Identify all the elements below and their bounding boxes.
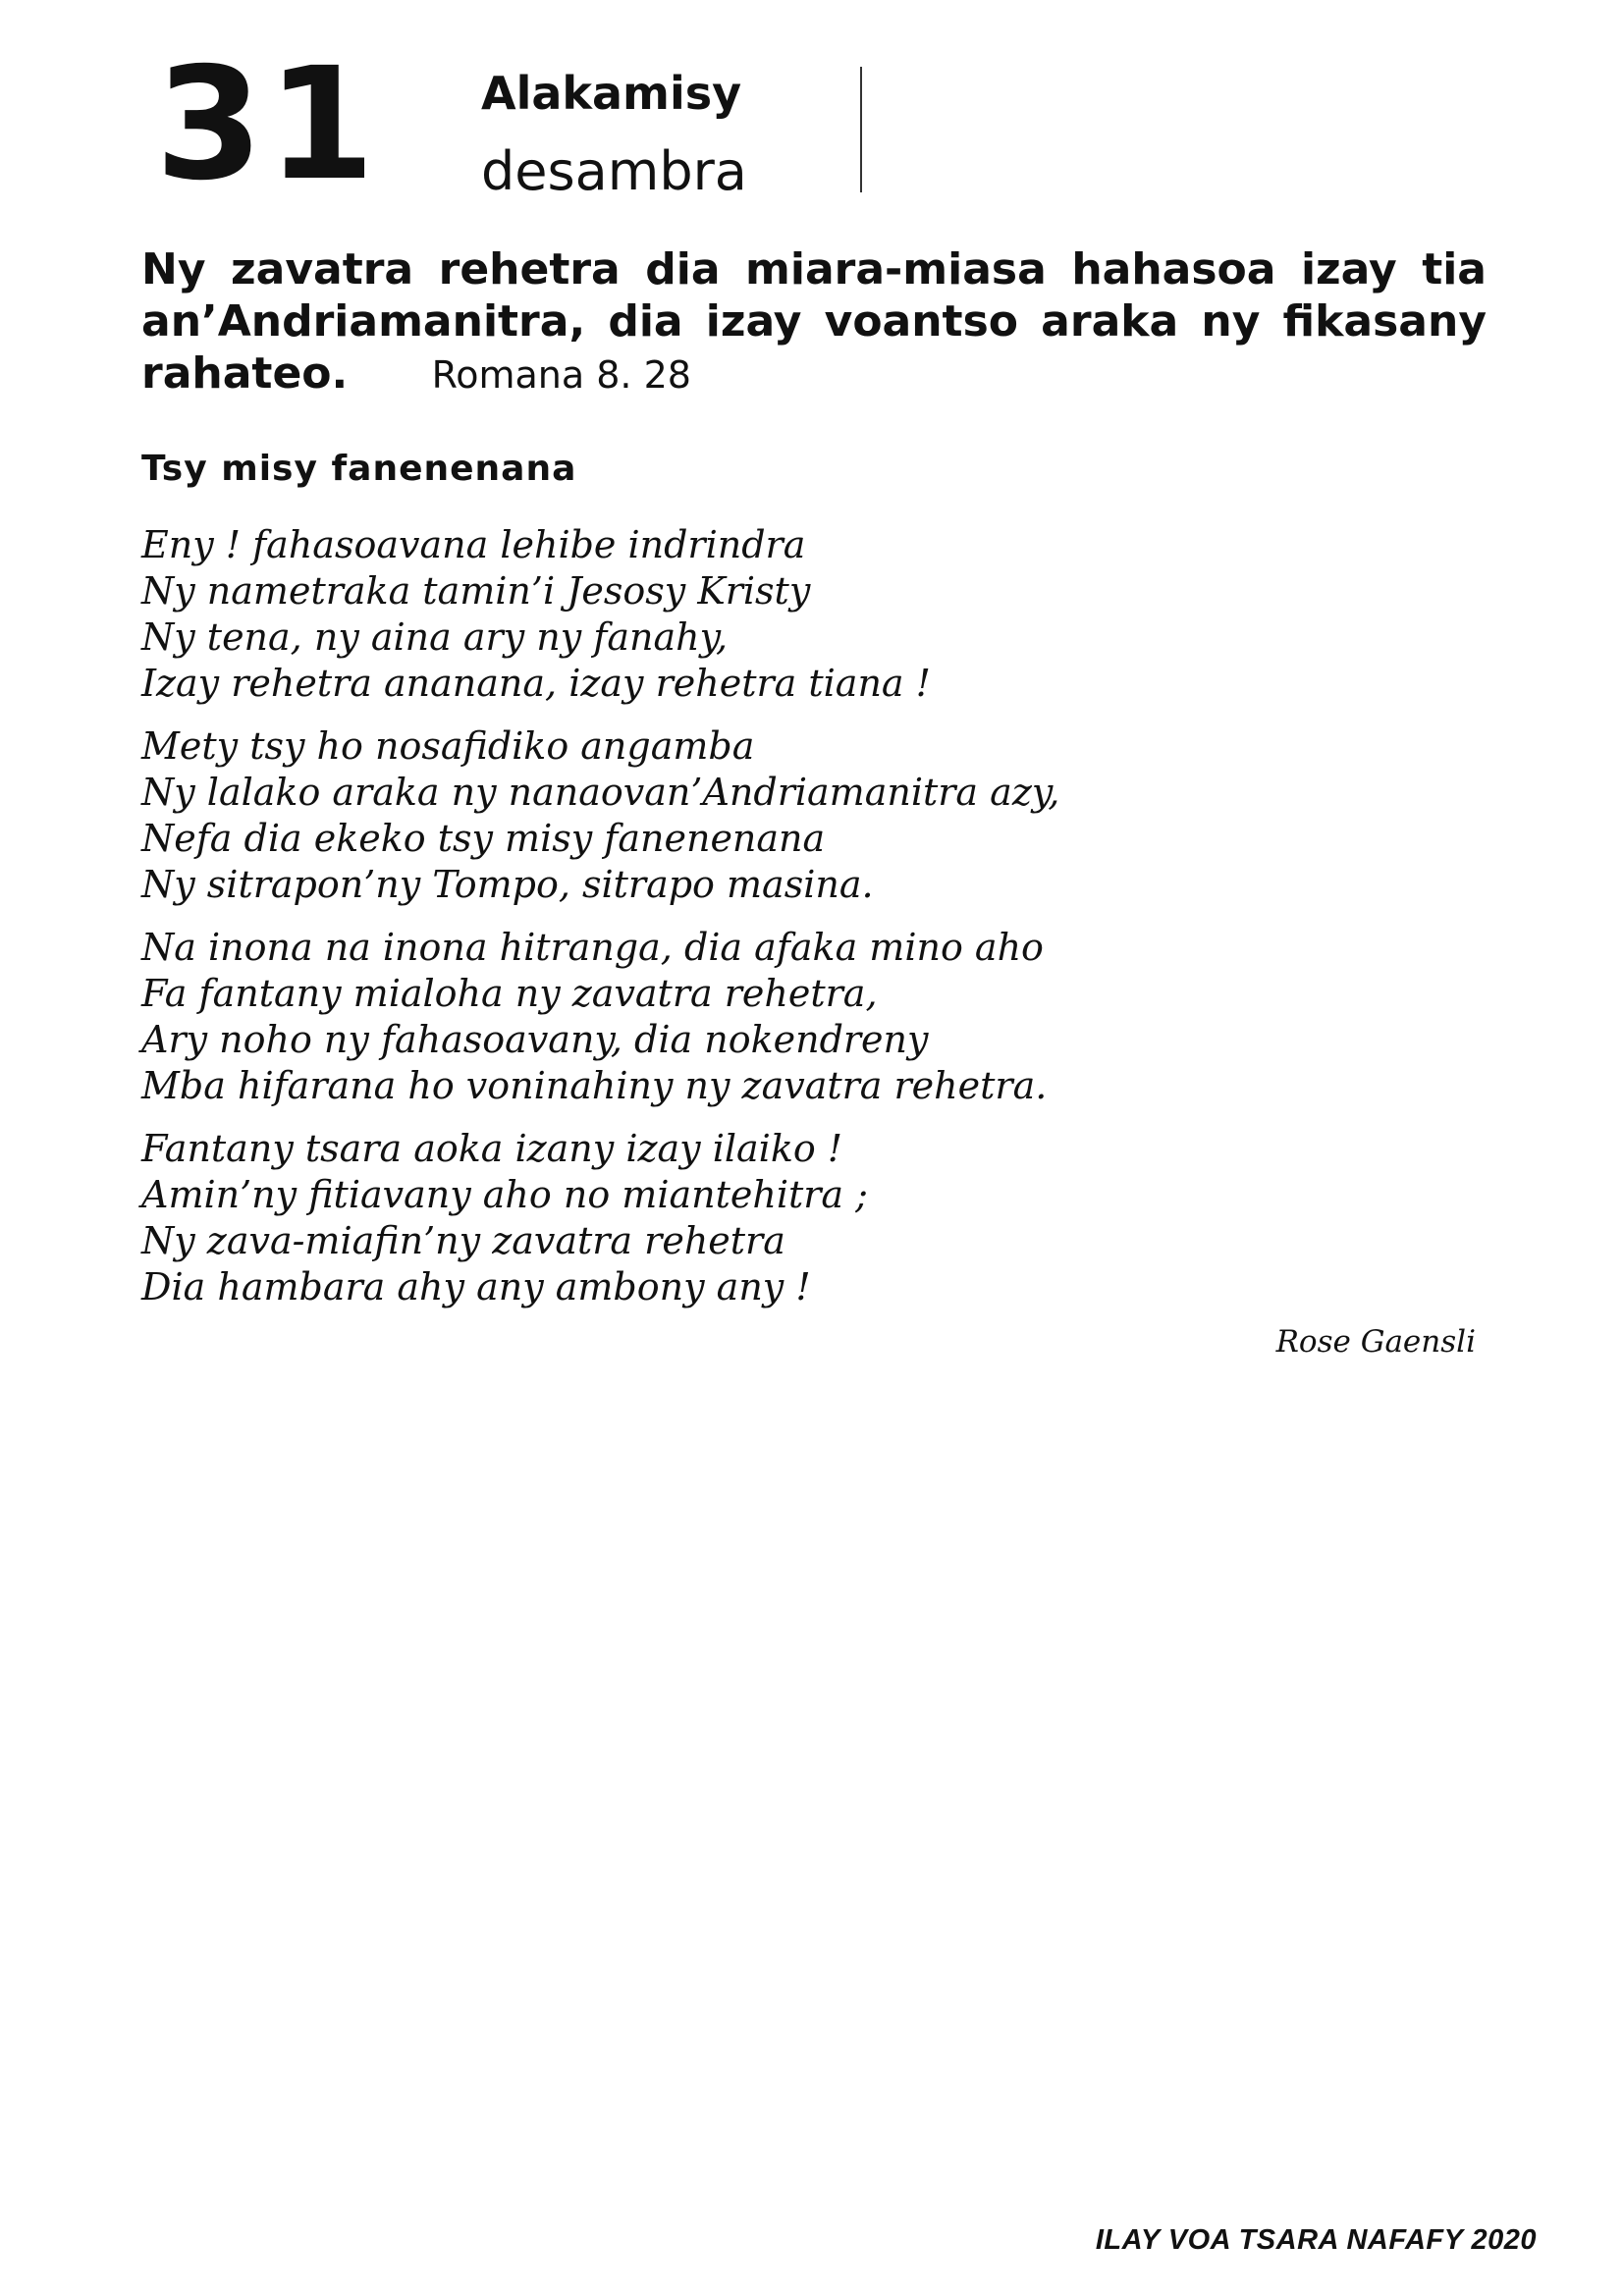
poem-stanza xyxy=(141,723,1496,908)
publication-footer: ILAY VOA TSARA NAFAFY 2020 xyxy=(1095,2224,1537,2256)
poem-line: Mety tsy ho nosafidiko angamba xyxy=(141,724,755,768)
poem-stanza xyxy=(141,1126,1496,1310)
poem-line: Dia hambara ahy any ambony any ! xyxy=(141,1265,811,1308)
poem-author: Rose Gaensli xyxy=(1275,1324,1476,1360)
verse-reference: Romana 8. 28 xyxy=(431,353,691,397)
poem-line: Fantany tsara aoka izany izay ilaiko ! xyxy=(141,1127,843,1170)
day-number: 31 xyxy=(155,34,379,215)
verse-block xyxy=(141,243,1487,401)
poem-stanza xyxy=(141,522,1496,707)
verse-text: Ny zavatra rehetra dia miara-miasa hahasoa izay tia an’Andriamanitra, dia izay voantso araka ny fikasany rahateo. xyxy=(141,244,1487,399)
poem-line: Nefa dia ekeko tsy misy fanenenana xyxy=(141,817,826,860)
poem-line: Fa fantany mialoha ny zavatra rehetra, xyxy=(141,972,878,1015)
poem-line: Izay rehetra ananana, izay rehetra tiana ! xyxy=(141,662,931,705)
poem-body xyxy=(141,522,1496,1327)
header-divider xyxy=(860,67,862,192)
poem-line: Ny lalako araka ny nanaovan’Andriamanitra azy, xyxy=(141,771,1060,814)
poem-line: Ny tena, ny aina ary ny fanahy, xyxy=(141,615,729,659)
poem-line: Ny sitrapon’ny Tompo, sitrapo masina. xyxy=(141,863,874,906)
poem-line: Ny zava-miafin’ny zavatra rehetra xyxy=(141,1219,785,1262)
poem-line: Eny ! fahasoavana lehibe indrindra xyxy=(141,523,806,566)
poem-line: Ny nametraka tamin’i Jesosy Kristy xyxy=(141,569,811,613)
poem-title: Tsy misy fanenenana xyxy=(141,449,577,489)
poem-line: Mba hifarana ho voninahiny ny zavatra rehetra. xyxy=(141,1064,1048,1107)
month-label: desambra xyxy=(481,140,747,202)
poem-line: Amin’ny fitiavany aho no miantehitra ; xyxy=(141,1173,868,1216)
weekday-label: Alakamisy xyxy=(481,67,742,120)
poem-stanza xyxy=(141,925,1496,1109)
poem-line: Ary noho ny fahasoavany, dia nokendreny xyxy=(141,1018,929,1061)
poem-line: Na inona na inona hitranga, dia afaka mino aho xyxy=(141,926,1044,969)
